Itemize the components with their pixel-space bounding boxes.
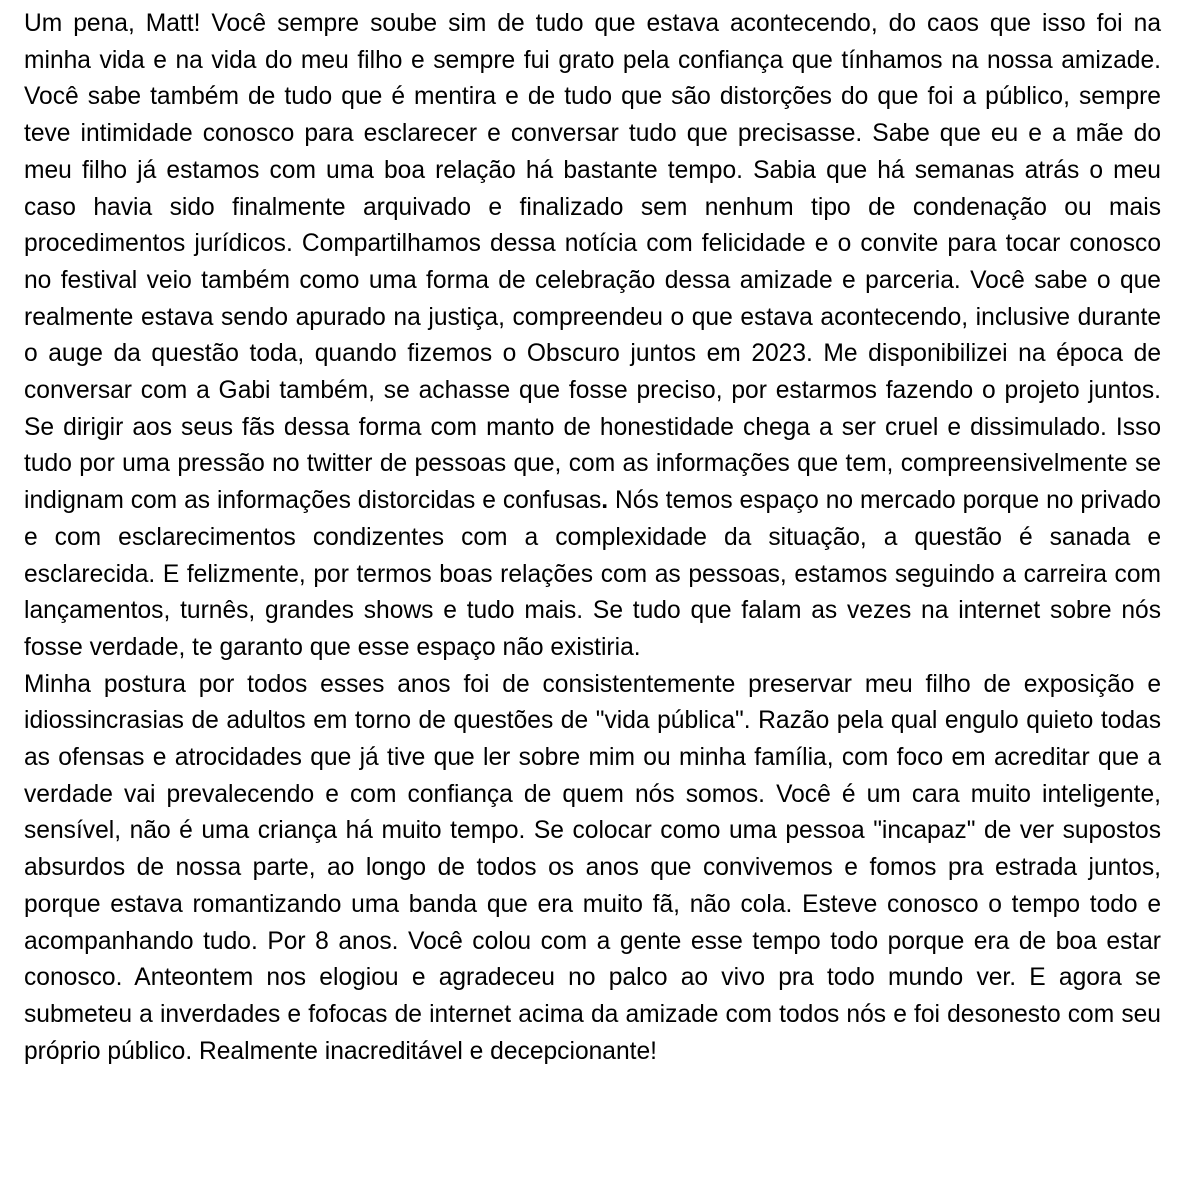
paragraph-2-text: Minha postura por todos esses anos foi de consistentemente preservar meu filho de exposição e idiossincrasias de adultos em torno de questões de "vida pública". Razão pela qual engulo quieto todas as ofensas e atrocidades que já tive que ler sobre mim ou minha família, com foco em acreditar que a verdade vai prevalecendo e com confiança de quem nós somos. Você é um cara muito inteligente, sensível, não é uma criança há muito tempo. Se colocar como uma pessoa "incapaz" de ver supostos absurdos de nossa parte, ao longo de todos os anos que convivemos e fomos pra estrada juntos, porque estava romantizando uma banda que era muito fã, não cola. Esteve conosco o tempo todo e acompanhando tudo. Por 8 anos. Você colou com a gente esse tempo todo porque era de boa estar conosco. Anteontem nos elogiou e agradeceu no palco ao vivo pra todo mundo ver. E agora se submeteu a inverdades e fofocas de internet acima da amizade com todos nós e foi desonesto com seu próprio público. Realmente inacreditável e decepcionante!: [24, 670, 1161, 1065]
paragraph-2: [24, 667, 1161, 1071]
paragraph-1: [24, 6, 1161, 667]
paragraph-1-text-a: Um pena, Matt! Você sempre soube sim de tudo que estava acontecendo, do caos que isso foi na minha vida e na vida do meu filho e sempre fui grato pela confiança que tínhamos na nossa amizade. Você sabe também de tudo que é mentira e de tudo que são distorções do que foi a público, sempre teve intimidade conosco para esclarecer e conversar tudo que precisasse. Sabe que eu e a mãe do meu filho já estamos com uma boa relação há bastante tempo. Sabia que há semanas atrás o meu caso havia sido finalmente arquivado e finalizado sem nenhum tipo de condenação ou mais procedimentos jurídicos. Compartilhamos dessa notícia com felicidade e o convite para tocar conosco no festival veio também como uma forma de celebração dessa amizade e parceria. Você sabe o que realmente estava sendo apurado na justiça, compreendeu o que estava acontecendo, inclusive durante o auge da questão toda, quando fizemos o Obscuro juntos em 2023. Me disponibilizei na época de conversar com a Gabi também, se achasse que fosse preciso, por estarmos fazendo o projeto juntos. Se dirigir aos seus fãs dessa forma com manto de honestidade chega a ser cruel e dissimulado. Isso tudo por uma pressão no twitter de pessoas que, com as informações que tem, compreensivelmente se indignam com as informações distorcidas e confusas: [24, 10, 1161, 515]
bold-period: .: [601, 487, 609, 515]
paragraph-1-text-b: Nós temos espaço no mercado porque no privado e com esclarecimentos condizentes com a complexidade da situação, a questão é sanada e esclarecida. E felizmente, por termos boas relações com as pessoas, estamos seguindo a carreira com lançamentos, turnês, grandes shows e tudo mais. Se tudo que falam as vezes na internet sobre nós fosse verdade, te garanto que esse espaço não existiria.: [24, 487, 1161, 661]
